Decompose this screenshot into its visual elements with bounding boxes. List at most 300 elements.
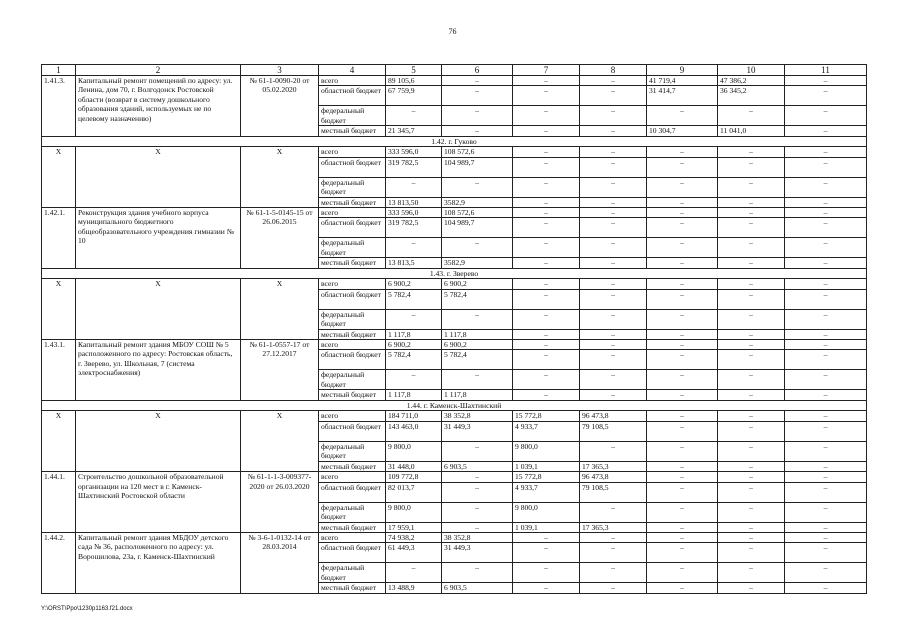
value-cell: – xyxy=(785,76,867,86)
value-cell: – xyxy=(442,502,513,522)
value-cell: 31 449,3 xyxy=(442,543,513,563)
value-cell: – xyxy=(647,350,718,370)
value-cell: – xyxy=(718,157,785,177)
value-cell: 31 449,3 xyxy=(442,421,513,441)
value-cell: 4 933,7 xyxy=(513,482,580,502)
section-row xyxy=(42,268,867,278)
value-cell: – xyxy=(513,289,580,309)
value-cell: – xyxy=(442,522,513,532)
value-cell: – xyxy=(580,177,647,197)
value-cell: 9 800,0 xyxy=(386,502,442,522)
value-cell: – xyxy=(718,329,785,339)
value-cell: 184 711,0 xyxy=(386,411,442,421)
value-cell: 5 782,4 xyxy=(386,350,442,370)
value-cell: – xyxy=(647,583,718,593)
budget-type-label: областной бюджет xyxy=(319,421,386,441)
budget-type-label: всего xyxy=(319,76,386,86)
section-row xyxy=(42,136,867,146)
value-cell: – xyxy=(442,472,513,482)
value-cell: 104 989,7 xyxy=(442,218,513,238)
budget-table xyxy=(41,64,867,594)
value-cell: – xyxy=(442,126,513,136)
value-cell: – xyxy=(718,482,785,502)
value-cell: – xyxy=(785,208,867,218)
budget-type-label: федеральный бюджет xyxy=(319,309,386,329)
value-cell: – xyxy=(785,126,867,136)
budget-type-label: федеральный бюджет xyxy=(319,238,386,258)
value-cell: – xyxy=(647,441,718,461)
value-cell: – xyxy=(386,238,442,258)
value-cell: – xyxy=(580,532,647,542)
value-cell: – xyxy=(513,329,580,339)
value-cell: – xyxy=(785,390,867,400)
value-cell: 79 108,5 xyxy=(580,482,647,502)
value-cell: 74 938,2 xyxy=(386,532,442,542)
value-cell: 3582,9 xyxy=(442,258,513,268)
column-number-cell: 5 xyxy=(386,65,442,76)
value-cell: – xyxy=(442,106,513,126)
table-row xyxy=(42,340,867,350)
value-cell: 38 352,8 xyxy=(442,532,513,542)
value-cell: 333 596,0 xyxy=(386,208,442,218)
value-cell: 36 345,2 xyxy=(718,86,785,106)
value-cell: – xyxy=(785,502,867,522)
budget-type-label: областной бюджет xyxy=(319,482,386,502)
value-cell: – xyxy=(513,208,580,218)
value-cell: – xyxy=(647,563,718,583)
value-cell: 109 772,8 xyxy=(386,472,442,482)
value-cell: – xyxy=(785,543,867,563)
value-cell: – xyxy=(513,197,580,207)
value-cell: – xyxy=(580,390,647,400)
value-cell: – xyxy=(718,532,785,542)
value-cell: – xyxy=(513,563,580,583)
value-cell: 11 041,0 xyxy=(718,126,785,136)
value-cell: – xyxy=(785,563,867,583)
value-cell: – xyxy=(647,197,718,207)
value-cell: 47 386,2 xyxy=(718,76,785,86)
value-cell: – xyxy=(647,329,718,339)
value-cell: – xyxy=(718,147,785,157)
value-cell: – xyxy=(718,289,785,309)
budget-type-label: федеральный бюджет xyxy=(319,563,386,583)
value-cell: – xyxy=(580,218,647,238)
value-cell: – xyxy=(647,472,718,482)
budget-type-label: всего xyxy=(319,532,386,542)
value-cell: – xyxy=(386,106,442,126)
value-cell: – xyxy=(513,147,580,157)
value-cell: 5 782,4 xyxy=(386,289,442,309)
value-cell: – xyxy=(580,583,647,593)
value-cell: – xyxy=(647,309,718,329)
value-cell: – xyxy=(718,472,785,482)
value-cell: – xyxy=(718,390,785,400)
value-cell: 319 782,5 xyxy=(386,157,442,177)
value-cell: – xyxy=(580,329,647,339)
value-cell: – xyxy=(513,106,580,126)
value-cell: – xyxy=(647,208,718,218)
value-cell: – xyxy=(513,583,580,593)
value-cell: 21 345,7 xyxy=(386,126,442,136)
item-document: X xyxy=(241,279,319,340)
budget-type-label: областной бюджет xyxy=(319,86,386,106)
value-cell: – xyxy=(580,340,647,350)
value-cell: 41 719,4 xyxy=(647,76,718,86)
value-cell: 89 105,6 xyxy=(386,76,442,86)
value-cell: 31 448,0 xyxy=(386,461,442,471)
value-cell: – xyxy=(647,258,718,268)
value-cell: – xyxy=(513,258,580,268)
value-cell: – xyxy=(647,279,718,289)
item-document: № 61-1-5-0145-15 от 26.06.2015 xyxy=(241,208,319,269)
value-cell: – xyxy=(442,482,513,502)
value-cell: – xyxy=(513,350,580,370)
value-cell: – xyxy=(647,421,718,441)
value-cell: – xyxy=(785,289,867,309)
value-cell: – xyxy=(513,309,580,329)
value-cell: – xyxy=(647,502,718,522)
value-cell: 17 365,3 xyxy=(580,522,647,532)
section-title: 1.42. г. Гуково xyxy=(42,136,867,146)
value-cell: – xyxy=(386,177,442,197)
value-cell: – xyxy=(513,532,580,542)
value-cell: 13 813,5 xyxy=(386,258,442,268)
value-cell: – xyxy=(513,177,580,197)
page-number: 76 xyxy=(448,27,457,36)
table-row xyxy=(42,532,867,542)
value-cell: – xyxy=(513,86,580,106)
value-cell: – xyxy=(580,350,647,370)
value-cell: 1 039,1 xyxy=(513,522,580,532)
value-cell: – xyxy=(718,340,785,350)
value-cell: 17 959,1 xyxy=(386,522,442,532)
column-number-cell: 2 xyxy=(76,65,241,76)
budget-type-label: федеральный бюджет xyxy=(319,370,386,390)
value-cell: – xyxy=(785,197,867,207)
budget-type-label: местный бюджет xyxy=(319,258,386,268)
value-cell: 6 900,2 xyxy=(386,340,442,350)
value-cell: – xyxy=(647,238,718,258)
value-cell: – xyxy=(580,502,647,522)
value-cell: – xyxy=(785,238,867,258)
value-cell: – xyxy=(718,583,785,593)
value-cell: 13 813,50 xyxy=(386,197,442,207)
value-cell: – xyxy=(580,106,647,126)
value-cell: – xyxy=(647,289,718,309)
value-cell: 96 473,8 xyxy=(580,472,647,482)
budget-type-label: всего xyxy=(319,279,386,289)
column-number-cell: 6 xyxy=(442,65,513,76)
value-cell: – xyxy=(718,563,785,583)
section-row xyxy=(42,400,867,410)
value-cell: – xyxy=(580,289,647,309)
column-number-cell: 9 xyxy=(647,65,718,76)
value-cell: – xyxy=(785,147,867,157)
item-name: Капитальный ремонт помещений по адресу: ул. Ленина, дом 70, г. Волгодонск Ростовской области (возврат в систему дошкольного образования зданий, используемых не по целевому назначению) xyxy=(76,76,241,137)
value-cell: 1 117,8 xyxy=(386,329,442,339)
value-cell: 6 900,2 xyxy=(442,340,513,350)
item-name: X xyxy=(76,279,241,340)
value-cell: – xyxy=(580,157,647,177)
value-cell: – xyxy=(580,563,647,583)
item-name: Капитальный ремонт здания МБОУ СОШ № 5 расположенного по адресу: Ростовская область, г. Зверево, ул. Школьная, 7 (система электроснабжения) xyxy=(76,340,241,401)
value-cell: – xyxy=(785,106,867,126)
value-cell: – xyxy=(718,441,785,461)
value-cell: – xyxy=(785,411,867,421)
budget-type-label: местный бюджет xyxy=(319,197,386,207)
item-number: 1.44.2. xyxy=(42,532,76,593)
value-cell: 5 782,4 xyxy=(442,350,513,370)
value-cell: 5 782,4 xyxy=(442,289,513,309)
value-cell: – xyxy=(785,329,867,339)
section-title: 1.43. г. Зверево xyxy=(42,268,867,278)
value-cell: – xyxy=(718,461,785,471)
budget-type-label: областной бюджет xyxy=(319,543,386,563)
table-row xyxy=(42,411,867,421)
value-cell: – xyxy=(785,421,867,441)
value-cell: 3582,9 xyxy=(442,197,513,207)
item-name: Реконструкция здания учебного корпуса муниципального бюджетного общеобразовательного учреждения гимназии № 10 xyxy=(76,208,241,269)
value-cell: – xyxy=(785,461,867,471)
budget-type-label: федеральный бюджет xyxy=(319,441,386,461)
value-cell: 61 449,3 xyxy=(386,543,442,563)
value-cell: – xyxy=(513,157,580,177)
budget-type-label: федеральный бюджет xyxy=(319,502,386,522)
value-cell: 13 488,9 xyxy=(386,583,442,593)
column-number-cell: 1 xyxy=(42,65,76,76)
item-number: 1.44.1. xyxy=(42,472,76,533)
value-cell: 333 596,0 xyxy=(386,147,442,157)
value-cell: 319 782,5 xyxy=(386,218,442,238)
value-cell: – xyxy=(442,86,513,106)
value-cell: 1 117,8 xyxy=(386,390,442,400)
value-cell: 15 772,8 xyxy=(513,411,580,421)
value-cell: – xyxy=(647,106,718,126)
value-cell: – xyxy=(718,421,785,441)
value-cell: – xyxy=(580,126,647,136)
value-cell: – xyxy=(513,340,580,350)
value-cell: 1 039,1 xyxy=(513,461,580,471)
budget-type-label: местный бюджет xyxy=(319,390,386,400)
value-cell: 1 117,8 xyxy=(442,390,513,400)
value-cell: – xyxy=(785,340,867,350)
value-cell: – xyxy=(647,522,718,532)
value-cell: – xyxy=(785,157,867,177)
table-row xyxy=(42,147,867,157)
item-number: X xyxy=(42,411,76,472)
value-cell: – xyxy=(580,279,647,289)
value-cell: – xyxy=(513,390,580,400)
value-cell: 108 572,6 xyxy=(442,147,513,157)
value-cell: – xyxy=(718,309,785,329)
column-number-cell: 4 xyxy=(319,65,386,76)
value-cell: 31 414,7 xyxy=(647,86,718,106)
value-cell: – xyxy=(718,238,785,258)
value-cell: – xyxy=(718,197,785,207)
value-cell: 67 759,9 xyxy=(386,86,442,106)
value-cell: – xyxy=(785,350,867,370)
value-cell: – xyxy=(647,340,718,350)
value-cell: – xyxy=(647,147,718,157)
value-cell: – xyxy=(718,279,785,289)
value-cell: – xyxy=(386,370,442,390)
value-cell: – xyxy=(513,238,580,258)
value-cell: – xyxy=(580,309,647,329)
value-cell: – xyxy=(386,309,442,329)
value-cell: – xyxy=(718,218,785,238)
value-cell: 6 903,5 xyxy=(442,461,513,471)
value-cell: – xyxy=(442,441,513,461)
value-cell: – xyxy=(580,197,647,207)
column-number-cell: 7 xyxy=(513,65,580,76)
table-row xyxy=(42,279,867,289)
item-document: X xyxy=(241,147,319,208)
value-cell: – xyxy=(785,177,867,197)
value-cell: – xyxy=(718,177,785,197)
value-cell: 9 800,0 xyxy=(386,441,442,461)
item-name: X xyxy=(76,147,241,208)
value-cell: – xyxy=(785,472,867,482)
value-cell: – xyxy=(785,482,867,502)
value-cell: – xyxy=(580,238,647,258)
section-title: 1.44. г. Каменск-Шахтинский xyxy=(42,400,867,410)
column-number-row xyxy=(42,65,867,76)
value-cell: – xyxy=(785,218,867,238)
value-cell: – xyxy=(647,370,718,390)
budget-type-label: федеральный бюджет xyxy=(319,106,386,126)
value-cell: – xyxy=(513,543,580,563)
item-document: X xyxy=(241,411,319,472)
item-document: № 61-1-1-3-009377-2020 от 26.03.2020 xyxy=(241,472,319,533)
value-cell: 9 800,0 xyxy=(513,502,580,522)
value-cell: – xyxy=(785,583,867,593)
value-cell: – xyxy=(785,532,867,542)
table-row xyxy=(42,76,867,86)
item-number: 1.42.1. xyxy=(42,208,76,269)
budget-type-label: всего xyxy=(319,411,386,421)
value-cell: – xyxy=(580,441,647,461)
value-cell: – xyxy=(647,177,718,197)
value-cell: 104 989,7 xyxy=(442,157,513,177)
value-cell: 6 903,5 xyxy=(442,583,513,593)
item-document: № 61-1-0090-20 от 05.02.2020 xyxy=(241,76,319,137)
item-name: Строительство дошкольной образовательной организации на 120 мест в г. Каменск-Шахтинский Ростовской области xyxy=(76,472,241,533)
value-cell: – xyxy=(513,76,580,86)
value-cell: 17 365,3 xyxy=(580,461,647,471)
value-cell: – xyxy=(718,370,785,390)
budget-type-label: местный бюджет xyxy=(319,126,386,136)
budget-type-label: местный бюджет xyxy=(319,461,386,471)
value-cell: – xyxy=(442,177,513,197)
value-cell: – xyxy=(580,208,647,218)
value-cell: – xyxy=(580,76,647,86)
value-cell: – xyxy=(647,411,718,421)
column-number-cell: 10 xyxy=(718,65,785,76)
value-cell: – xyxy=(718,208,785,218)
value-cell: 9 800,0 xyxy=(513,441,580,461)
value-cell: 82 013,7 xyxy=(386,482,442,502)
value-cell: – xyxy=(647,543,718,563)
value-cell: – xyxy=(513,218,580,238)
column-number-cell: 8 xyxy=(580,65,647,76)
value-cell: 38 352,8 xyxy=(442,411,513,421)
file-path-footer: Y:\ORST\Ppo\1230p1163.f21.docx xyxy=(41,606,133,612)
value-cell: – xyxy=(718,106,785,126)
item-document: № 61-1-0557-17 от 27.12.2017 xyxy=(241,340,319,401)
value-cell: – xyxy=(442,238,513,258)
value-cell: – xyxy=(513,370,580,390)
item-name: X xyxy=(76,411,241,472)
value-cell: – xyxy=(718,543,785,563)
budget-type-label: федеральный бюджет xyxy=(319,177,386,197)
value-cell: – xyxy=(647,390,718,400)
budget-type-label: всего xyxy=(319,340,386,350)
budget-type-label: областной бюджет xyxy=(319,289,386,309)
item-number: 1.41.3. xyxy=(42,76,76,137)
budget-type-label: местный бюджет xyxy=(319,329,386,339)
value-cell: – xyxy=(580,147,647,157)
value-cell: – xyxy=(647,461,718,471)
value-cell: 4 933,7 xyxy=(513,421,580,441)
budget-type-label: областной бюджет xyxy=(319,350,386,370)
value-cell: – xyxy=(647,157,718,177)
value-cell: – xyxy=(785,522,867,532)
value-cell: – xyxy=(718,522,785,532)
value-cell: – xyxy=(785,309,867,329)
item-number: X xyxy=(42,147,76,208)
value-cell: – xyxy=(442,370,513,390)
column-number-cell: 3 xyxy=(241,65,319,76)
table-row xyxy=(42,208,867,218)
value-cell: 10 304,7 xyxy=(647,126,718,136)
value-cell: 6 900,2 xyxy=(386,279,442,289)
table-row xyxy=(42,472,867,482)
value-cell: – xyxy=(580,86,647,106)
value-cell: 96 473,8 xyxy=(580,411,647,421)
value-cell: – xyxy=(647,532,718,542)
value-cell: – xyxy=(442,76,513,86)
budget-type-label: всего xyxy=(319,472,386,482)
value-cell: – xyxy=(442,563,513,583)
budget-type-label: областной бюджет xyxy=(319,157,386,177)
value-cell: – xyxy=(785,370,867,390)
value-cell: 15 772,8 xyxy=(513,472,580,482)
value-cell: – xyxy=(580,543,647,563)
value-cell: – xyxy=(647,482,718,502)
value-cell: – xyxy=(442,309,513,329)
value-cell: – xyxy=(785,279,867,289)
value-cell: 6 900,2 xyxy=(442,279,513,289)
value-cell: 1 117,8 xyxy=(442,329,513,339)
value-cell: – xyxy=(718,258,785,268)
value-cell: – xyxy=(513,279,580,289)
item-document: № 3-6-1-0132-14 от 28.03.2014 xyxy=(241,532,319,593)
value-cell: – xyxy=(647,218,718,238)
value-cell: 108 572,6 xyxy=(442,208,513,218)
value-cell: – xyxy=(580,370,647,390)
budget-type-label: областной бюджет xyxy=(319,218,386,238)
item-number: X xyxy=(42,279,76,340)
budget-type-label: местный бюджет xyxy=(319,583,386,593)
column-number-cell: 11 xyxy=(785,65,867,76)
value-cell: – xyxy=(386,563,442,583)
value-cell: – xyxy=(785,86,867,106)
budget-type-label: всего xyxy=(319,208,386,218)
value-cell: – xyxy=(718,502,785,522)
value-cell: – xyxy=(580,258,647,268)
value-cell: – xyxy=(718,350,785,370)
item-number: 1.43.1. xyxy=(42,340,76,401)
